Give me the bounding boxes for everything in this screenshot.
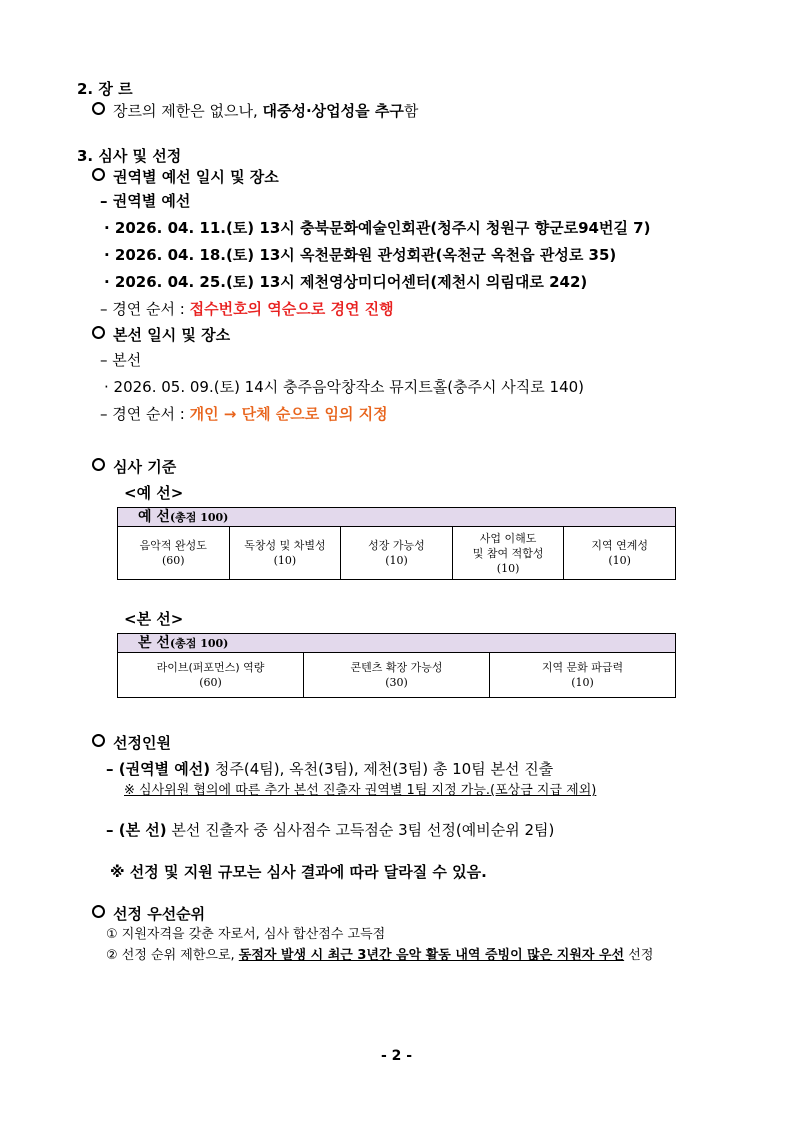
selected-note: ※ 심사위원 협의에 따른 추가 본선 진출자 권역별 1팀 지정 가능.(포상금 지급 제외)	[124, 783, 597, 798]
prelim-order: – 경연 순서 : 접수번호의 역순으로 경연 진행	[100, 300, 394, 318]
priority-title: 선정 우선순위	[92, 904, 205, 924]
priority-item-1: ① 지원자격을 갖춘 자로서, 심사 합산점수 고득점	[106, 927, 386, 942]
circle-bullet-icon	[92, 458, 105, 471]
prelim-criteria-table	[117, 507, 676, 580]
circle-bullet-icon	[92, 734, 105, 747]
criteria-cell: 독창성 및 차별성 (10)	[229, 527, 341, 580]
selected-line-1: – (권역별 예선) 청주(4팀), 옥천(3팀), 제천(3팀) 총 10팀 본선 진출	[106, 760, 554, 778]
selected-notice: ※ 선정 및 지원 규모는 심사 결과에 따라 달라질 수 있음.	[110, 863, 487, 881]
criteria-cell: 라이브(퍼포먼스) 역량 (60)	[118, 653, 304, 698]
final-criteria-table	[117, 633, 676, 698]
prelim-item-3: · 2026. 04. 25.(토) 13시 제천영상미디어센터(제천시 의림대로 242)	[104, 273, 588, 291]
prelim-title: 권역별 예선 일시 및 장소	[92, 167, 279, 187]
prelim-sub: – 권역별 예선	[100, 192, 191, 210]
circle-bullet-icon	[92, 102, 105, 115]
criteria-title: 심사 기준	[92, 457, 176, 477]
genre-item: 장르의 제한은 없으나, 대중성·상업성을 추구함	[92, 101, 418, 121]
circle-bullet-icon	[92, 905, 105, 918]
final-order: – 경연 순서 : 개인 → 단체 순으로 임의 지정	[100, 405, 388, 423]
genre-heading: 2. 장 르	[77, 80, 133, 98]
final-sub: – 본선	[100, 351, 142, 369]
selected-title: 선정인원	[92, 733, 171, 753]
page-number: - 2 -	[380, 1048, 413, 1064]
criteria-cell: 음악적 완성도 (60)	[118, 527, 230, 580]
criteria-cell: 성장 가능성 (10)	[341, 527, 453, 580]
criteria-cell: 콘텐츠 확장 가능성 (30)	[304, 653, 490, 698]
prelim-criteria-label: <예 선>	[124, 484, 184, 502]
priority-item-2: ② 선정 순위 제한으로, 동점자 발생 시 최근 3년간 음악 활동 내역 증빙이 많은 지원자 우선 선정	[106, 948, 654, 963]
criteria-cell: 사업 이해도 및 참여 적합성 (10)	[452, 527, 564, 580]
final-criteria-label: <본 선>	[124, 610, 184, 628]
criteria-cell: 지역 문화 파급력 (10)	[490, 653, 676, 698]
prelim-item-2: · 2026. 04. 18.(토) 13시 옥천문화원 관성회관(옥천군 옥천읍 관성로 35)	[104, 246, 617, 264]
selection-heading: 3. 심사 및 선정	[77, 147, 182, 165]
circle-bullet-icon	[92, 326, 105, 339]
final-item: · 2026. 05. 09.(토) 14시 충주음악창작소 뮤지트홀(충주시 사직로 140)	[104, 378, 585, 396]
criteria-cell: 지역 연계성 (10)	[564, 527, 676, 580]
circle-bullet-icon	[92, 168, 105, 181]
prelim-table-header: 예 선(총점 100)	[118, 508, 676, 527]
final-title: 본선 일시 및 장소	[92, 325, 230, 345]
final-table-header: 본 선(총점 100)	[118, 634, 676, 653]
selected-line-2: – (본 선) 본선 진출자 중 심사점수 고득점순 3팀 선정(예비순위 2팀)	[106, 821, 555, 839]
prelim-item-1: · 2026. 04. 11.(토) 13시 충북문화예술인회관(청주시 청원구 향군로94번길 7)	[104, 219, 651, 237]
